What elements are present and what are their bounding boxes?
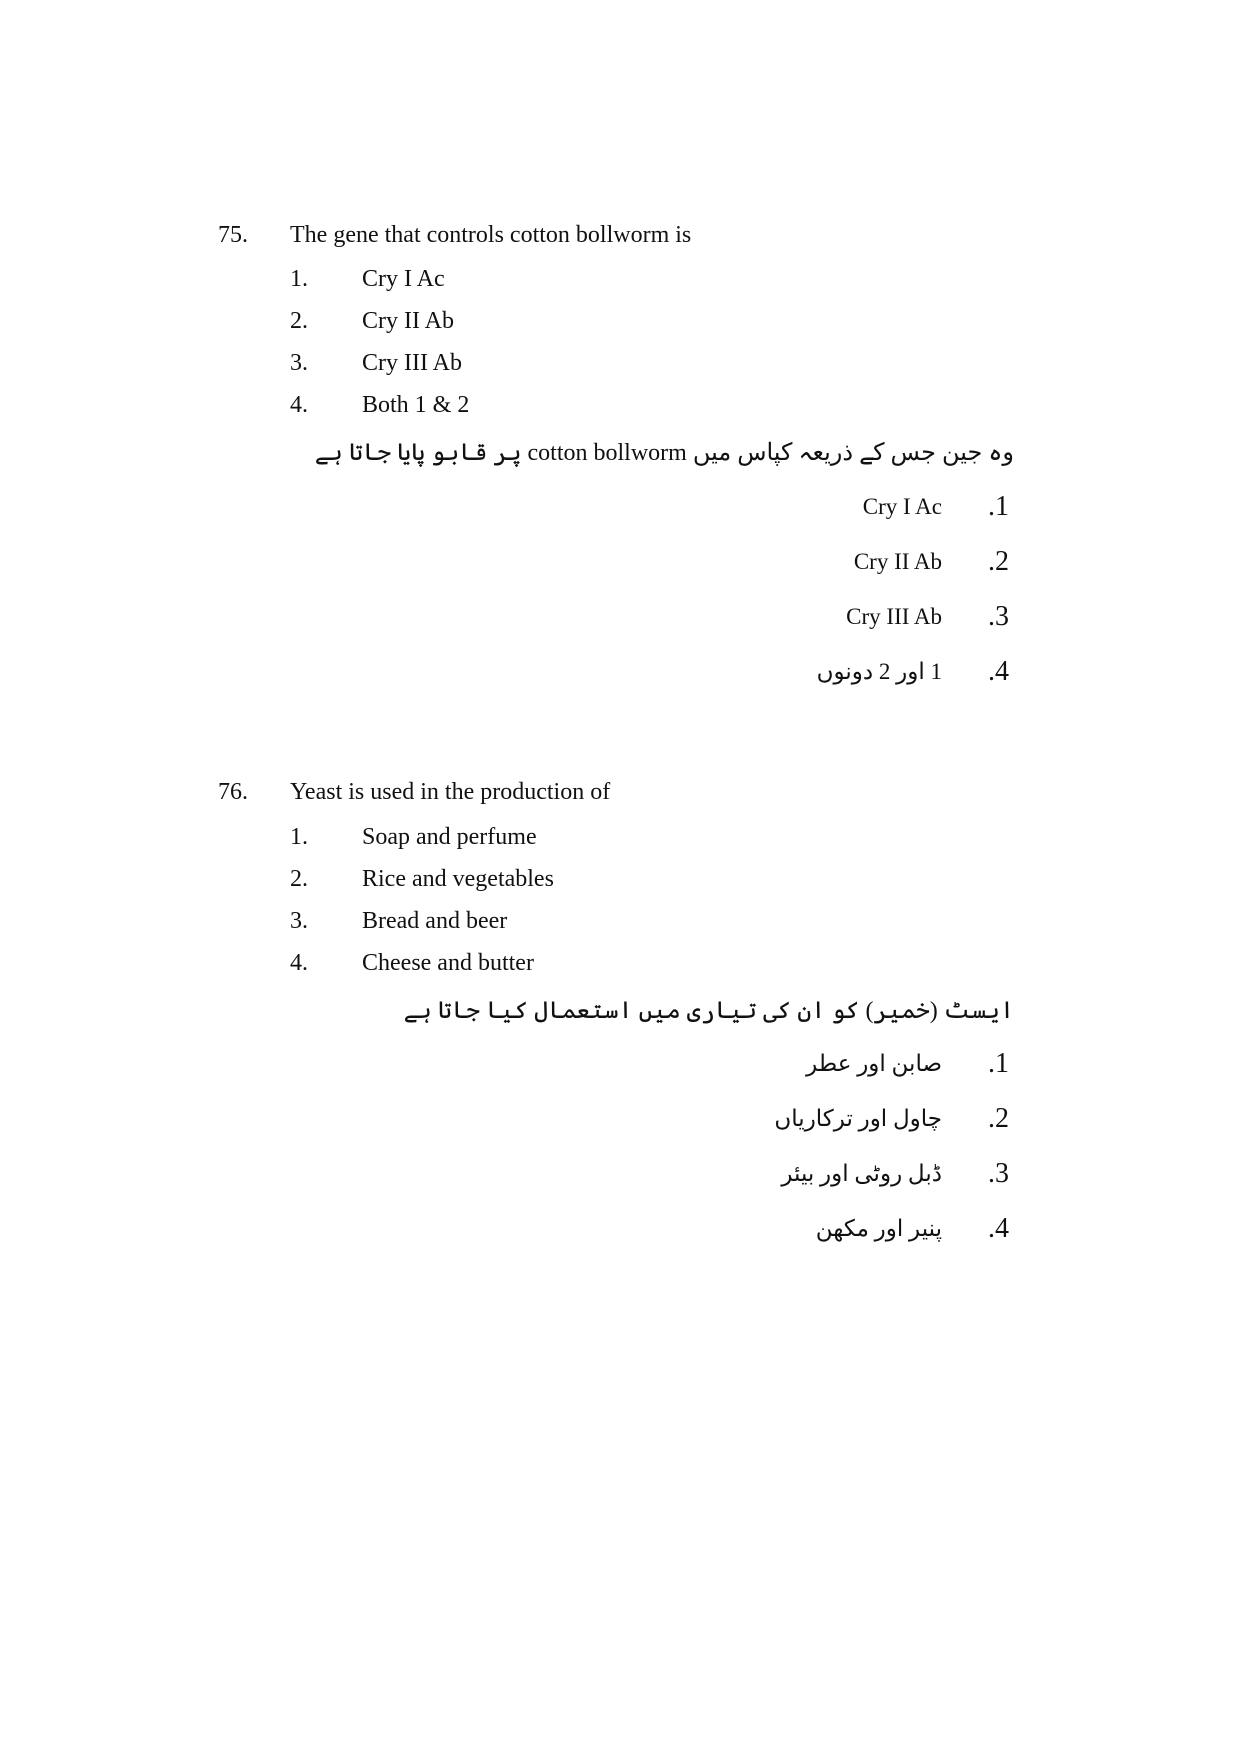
- urdu-question-text: وہ جین جس کے ذریعہ کپاس میں cotton bollworm پر قابو پایا جاتا ہے: [314, 440, 1014, 466]
- option-text: Bread and beer: [362, 908, 508, 934]
- option-number: 4.: [290, 392, 308, 418]
- urdu-option-text: Cry III Ab: [846, 604, 942, 629]
- option-text: Cry I Ac: [362, 266, 445, 292]
- urdu-option-text: Cry II Ab: [853, 549, 942, 574]
- urdu-option-number: .1: [988, 1048, 1009, 1079]
- urdu-option-text: چاول اور ترکاریاں: [774, 1106, 942, 1131]
- urdu-option-text: صابن اور عطر: [806, 1051, 942, 1076]
- option-number: 3.: [290, 908, 308, 934]
- option-text: Rice and vegetables: [362, 866, 554, 892]
- urdu-option-number: .4: [988, 1213, 1009, 1244]
- option-number: 3.: [290, 350, 308, 376]
- question-text: Yeast is used in the production of: [290, 779, 611, 805]
- urdu-option-text: Cry I Ac: [862, 494, 942, 519]
- option-text: Cheese and butter: [362, 950, 534, 976]
- urdu-question-text: ایسٹ (خمیر) کو ان کی تیاری میں استعمال کیا جاتا ہے: [403, 998, 1014, 1024]
- option-number: 1.: [290, 266, 308, 292]
- urdu-option-text: پنیر اور مکھن: [815, 1216, 942, 1241]
- urdu-option-number: .2: [988, 546, 1009, 577]
- question-number: 76.: [218, 779, 248, 805]
- option-number: 4.: [290, 950, 308, 976]
- urdu-option-text: ڈبل روٹی اور بیئر: [781, 1161, 942, 1186]
- option-text: Cry II Ab: [362, 308, 454, 334]
- urdu-option-text: 1 اور 2 دونوں: [816, 659, 942, 684]
- question-text: The gene that controls cotton bollworm is: [290, 222, 692, 248]
- option-text: Both 1 & 2: [362, 392, 470, 418]
- urdu-option-number: .4: [988, 656, 1009, 687]
- option-text: Cry III Ab: [362, 350, 462, 376]
- option-number: 1.: [290, 824, 308, 850]
- option-text: Soap and perfume: [362, 824, 537, 850]
- urdu-option-number: .3: [988, 601, 1009, 632]
- urdu-option-number: .3: [988, 1158, 1009, 1189]
- urdu-option-number: .1: [988, 491, 1009, 522]
- option-number: 2.: [290, 866, 308, 892]
- option-number: 2.: [290, 308, 308, 334]
- urdu-option-number: .2: [988, 1103, 1009, 1134]
- question-number: 75.: [218, 222, 248, 248]
